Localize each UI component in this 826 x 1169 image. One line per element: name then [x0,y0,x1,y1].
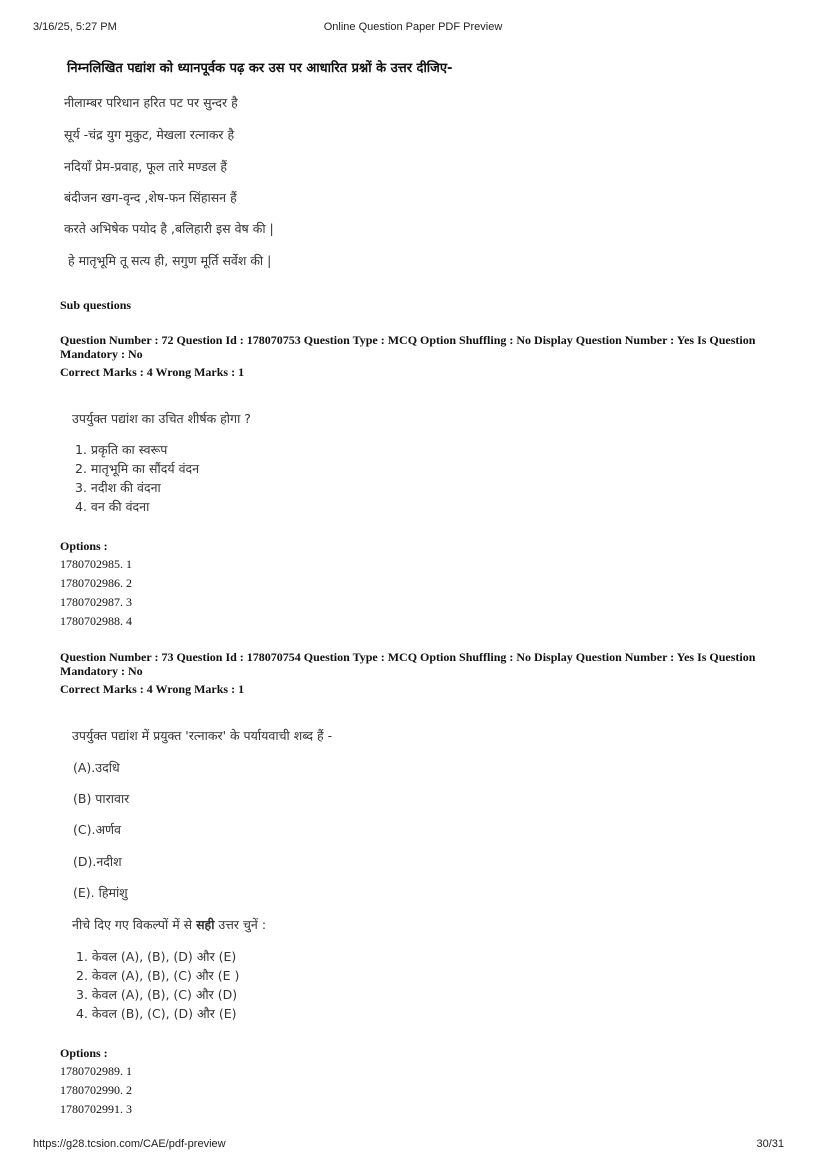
q73-option-id: 1780702990. 2 [60,1083,132,1097]
q72-choice: 1. प्रकृति का स्वरूप [75,442,168,457]
q73-instruction [72,916,266,933]
q73-instruction-post: उत्तर चुनें : [214,917,267,932]
print-url: https://g28.tcsion.com/CAE/pdf-preview [33,1138,226,1150]
poem-line: करते अभिषेक पयोद है ,बलिहारी इस वेष की | [64,221,274,236]
q73-marks: Correct Marks : 4 Wrong Marks : 1 [60,682,245,696]
poem-line: नीलाम्बर परिधान हरित पट पर सुन्दर है [64,95,238,110]
q72-question: उपर्युक्त पद्यांश का उचित शीर्षक होगा ? [72,411,251,426]
q73-item: (D).नदीश [73,854,122,869]
passage-instruction: निम्नलिखित पद्यांश को ध्यानपूर्वक पढ़ कर उस पर आधारित प्रश्नों के उत्तर दीजिए- [67,61,453,76]
q73-item: (B) पारावार [73,791,130,806]
q72-choice: 2. मातृभूमि का सौंदर्य वंदन [75,461,200,476]
q73-instruction-pre: नीचे दिए गए विकल्पों में से [72,917,197,932]
q73-question: उपर्युक्त पद्यांश में प्रयुक्त 'रत्नाकर' के पर्यायवाची शब्द हैं - [72,728,333,743]
poem-line: बंदीजन खग-वृन्द ,शेष-फन सिंहासन हैं [64,190,237,205]
poem-line: सूर्य -चंद्र युग मुकुट, मेखला रत्नाकर है [64,127,235,142]
sub-questions-heading: Sub questions [60,298,132,312]
q73-options-label: Options : [60,1046,108,1060]
q72-option-id: 1780702986. 2 [60,576,132,590]
q73-choice: 4. केवल (B), (C), (D) और (E) [76,1006,237,1021]
page-number: 30/31 [756,1138,784,1150]
print-datetime: 3/16/25, 5:27 PM [33,21,117,33]
q72-choice: 4. वन की वंदना [75,499,150,514]
q73-instruction-bold: सही [196,917,215,932]
q73-item: (C).अर्णव [73,822,121,837]
q73-item: (E). हिमांशु [73,885,128,900]
q73-choice: 3. केवल (A), (B), (C) और (D) [76,987,238,1002]
q72-meta: Question Number : 72 Question Id : 178070753 Question Type : MCQ Option Shuffling : No Display Question Number : Yes Is Question Mandatory : No [60,333,756,361]
print-title: Online Question Paper PDF Preview [323,21,503,33]
poem-line: नदियाँ प्रेम-प्रवाह, फूल तारे मण्डल हैं [64,159,227,174]
q72-choice: 3. नदीश की वंदना [75,480,161,495]
q73-choice: 1. केवल (A), (B), (D) और (E) [76,949,237,964]
q73-choice: 2. केवल (A), (B), (C) और (E ) [76,968,240,983]
q72-option-id: 1780702985. 1 [60,557,132,571]
q72-option-id: 1780702987. 3 [60,595,132,609]
q72-option-id: 1780702988. 4 [60,614,132,628]
q73-item: (A).उदधि [73,760,120,775]
q72-options-label: Options : [60,539,108,553]
q73-meta: Question Number : 73 Question Id : 178070754 Question Type : MCQ Option Shuffling : No Display Question Number : Yes Is Question Mandatory : No [60,650,756,678]
poem-line: हे मातृभूमि तू सत्य ही, सगुण मूर्ति सर्वेश की | [68,253,272,268]
q73-option-id: 1780702991. 3 [60,1102,132,1116]
q73-option-id: 1780702989. 1 [60,1064,132,1078]
q72-marks: Correct Marks : 4 Wrong Marks : 1 [60,365,245,379]
